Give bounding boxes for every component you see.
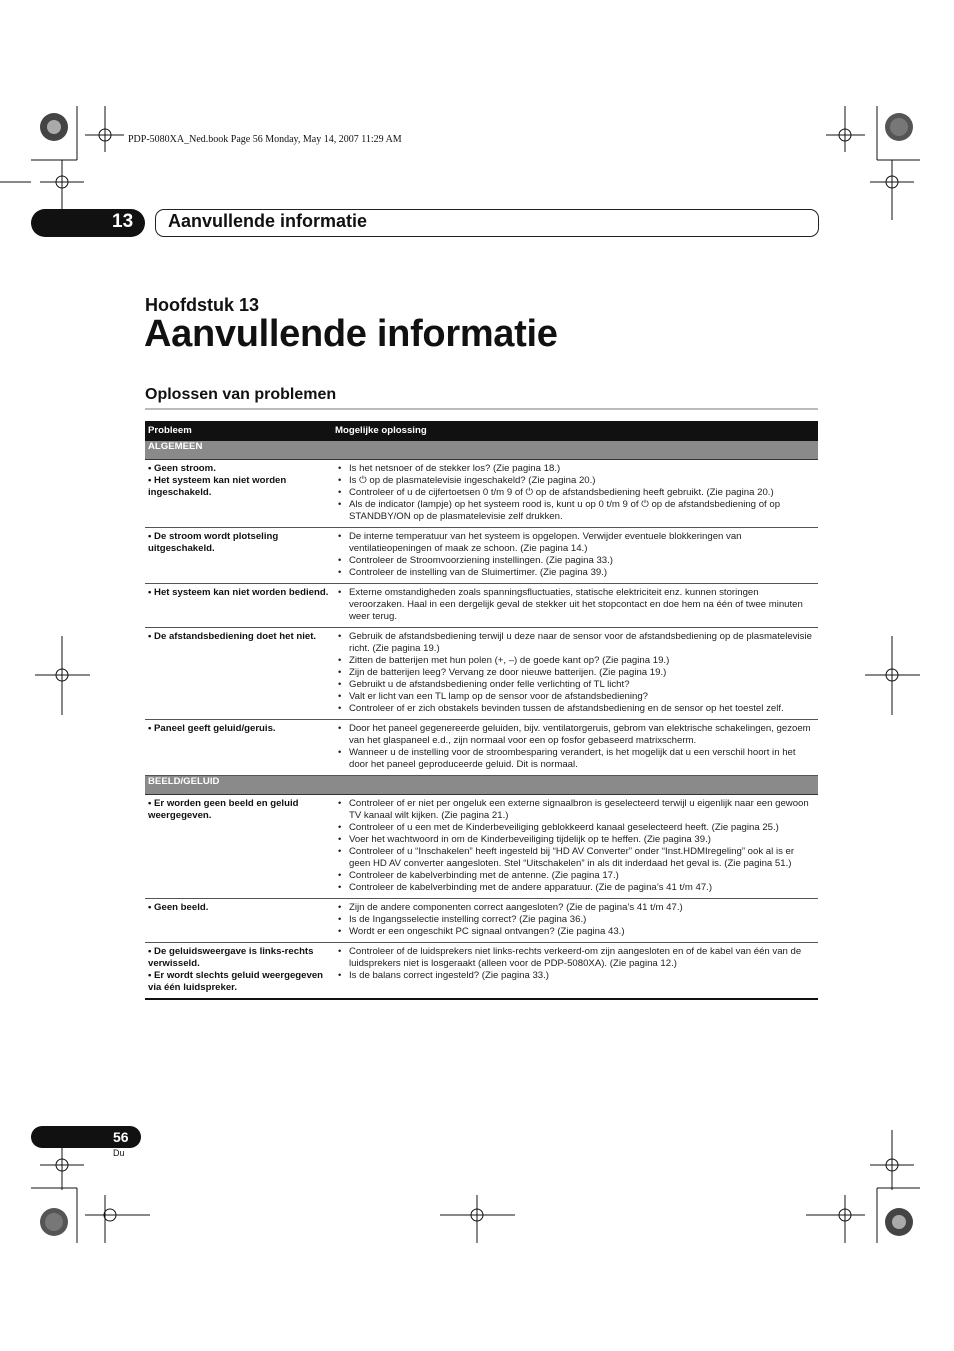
solution-item: • Controleer of er zich obstakels bevinden tussen de afstandsbediening en de sensor op het toestel zelf. — [349, 703, 815, 715]
solution-item: • Wordt er een ongeschikt PC signaal ontvangen? (Zie pagina 43.) — [349, 926, 815, 938]
solution-item: • Is de Ingangsselectie instelling correct? (Zie pagina 36.) — [349, 914, 815, 926]
table-row — [145, 460, 818, 528]
solution-item: • Controleer de kabelverbinding met de antenne. (Zie pagina 17.) — [349, 870, 815, 882]
chapter-number: 13 — [112, 211, 134, 232]
problem-cell — [145, 628, 332, 720]
problem-text: • Er worden geen beeld en geluid weergegeven. — [148, 798, 299, 821]
solution-list — [335, 902, 815, 938]
solution-item: • Als de indicator (lampje) op het systeem rood is, kunt u op 0 t/m 9 of ⏻ op de afstandsbediening of op STANDBY/ON op de plasmatelevisie zelf drukken. — [349, 499, 815, 523]
solution-item: • De interne temperatuur van het systeem is opgelopen. Verwijder eventuele blokkeringen van ventilatieopeningen of maak ze schoon. (Zie pagina 14.) — [349, 531, 815, 555]
solution-item: • Zijn de andere componenten correct aangesloten? (Zie de pagina’s 41 t/m 47.) — [349, 902, 815, 914]
problem-text: • Geen beeld. — [148, 902, 209, 913]
problem-text: • Het systeem kan niet worden bediend. — [148, 587, 329, 598]
problem-text: • De stroom wordt plotseling uitgeschakeld. — [148, 531, 279, 554]
problem-cell — [145, 943, 332, 1000]
problem-cell — [145, 795, 332, 899]
category-row — [145, 441, 818, 460]
book-info: PDP-5080XA_Ned.book Page 56 Monday, May 14, 2007 11:29 AM — [128, 134, 402, 145]
solution-cell — [332, 628, 818, 720]
solution-item: • Gebruikt u de afstandsbediening onder felle verlichting of TL licht? — [349, 679, 815, 691]
solution-list — [335, 463, 815, 523]
solution-list — [335, 531, 815, 579]
solution-item: • Is de balans correct ingesteld? (Zie pagina 33.) — [349, 970, 815, 982]
column-header: Probleem — [145, 421, 332, 441]
solution-list — [335, 587, 815, 623]
solution-item: • Zitten de batterijen met hun polen (+, –) de goede kant op? (Zie pagina 19.) — [349, 655, 815, 667]
table-header-row — [145, 421, 818, 441]
chapter-label: Hoofdstuk 13 — [145, 295, 260, 315]
column-header: Mogelijke oplossing — [332, 421, 818, 441]
solution-item: • Controleer of de luidsprekers niet links-rechts verkeerd-om zijn aangesloten en of de kabel van één van de luidsprekers niet is losgeraakt (alleen voor de PDP-5080XA). (Zie pagina 12.) — [349, 946, 815, 970]
solution-cell — [332, 943, 818, 1000]
problem-text: • De afstandsbediening doet het niet. — [148, 631, 317, 642]
problem-cell — [145, 460, 332, 528]
problem-cell — [145, 584, 332, 628]
solution-item: • Controleer of u de cijfertoetsen 0 t/m 9 of ⏻ op de afstandsbediening heeft gebruikt. (Zie pagina 20.) — [349, 487, 815, 499]
table-row — [145, 795, 818, 899]
table-row — [145, 720, 818, 776]
solution-item: • Controleer of er niet per ongeluk een externe signaalbron is geselecteerd terwijl u eigenlijk naar een gewoon TV kanaal wilt kijken. (Zie pagina 21.) — [349, 798, 815, 822]
solution-cell — [332, 460, 818, 528]
solution-item: • Controleer de kabelverbinding met de andere apparatuur. (Zie de pagina’s 41 t/m 47.) — [349, 882, 815, 894]
solution-item: • Voer het wachtwoord in om de Kinderbeveiliging tijdelijk op te heffen. (Zie pagina 39.) — [349, 834, 815, 846]
solution-list — [335, 723, 815, 771]
solution-item: • Controleer of u een met de Kinderbeveiliging geblokkeerd kanaal geselecteerd heeft. (Zie pagina 25.) — [349, 822, 815, 834]
solution-cell — [332, 720, 818, 776]
section-heading: Oplossen van problemen — [145, 386, 337, 403]
category-label: BEELD/GELUID — [145, 776, 818, 795]
solution-item: • Is ⏻ op de plasmatelevisie ingeschakeld? (Zie pagina 20.) — [349, 475, 815, 487]
solution-item: • Zijn de batterijen leeg? Vervang ze door nieuwe batterijen. (Zie pagina 19.) — [349, 667, 815, 679]
solution-cell — [332, 899, 818, 943]
table-row — [145, 943, 818, 1000]
table-row — [145, 899, 818, 943]
problem-cell — [145, 720, 332, 776]
category-label: ALGEMEEN — [145, 441, 818, 460]
solution-cell — [332, 584, 818, 628]
troubleshooting-table — [145, 421, 818, 1000]
problem-text: • Geen stroom. — [148, 463, 216, 474]
problem-text: • Het systeem kan niet worden ingeschakeld. — [148, 475, 287, 498]
problem-cell — [145, 899, 332, 943]
table-row — [145, 628, 818, 720]
solution-list — [335, 946, 815, 982]
solution-item: • Externe omstandigheden zoals spanningsfluctuaties, statische elektriciteit enz. kunnen storingen veroorzaken. Haal in een dergelijk geval de stekker uit het stopcontact en doe hem na één of twee minuten weer terug. — [349, 587, 815, 623]
category-row — [145, 776, 818, 795]
page-language: Du — [113, 1148, 125, 1158]
problem-cell — [145, 528, 332, 584]
solution-item: • Is het netsnoer of de stekker los? (Zie pagina 18.) — [349, 463, 815, 475]
solution-list — [335, 798, 815, 894]
solution-item: • Gebruik de afstandsbediening terwijl u deze naar de sensor voor de afstandsbediening op de plasmatelevisie richt. (Zie pagina 19.) — [349, 631, 815, 655]
solution-cell — [332, 795, 818, 899]
chapter-header-title: Aanvullende informatie — [168, 211, 368, 231]
section-rule — [145, 408, 818, 410]
page-number: 56 — [113, 1129, 129, 1145]
solution-item: • Controleer of u “Inschakelen” heeft ingesteld bij “HD AV Converter” onder “Inst.HDMIregeling” ook al is er geen HD AV converter aangesloten. Stel “Uitschakelen” in als dit inderdaad het geval is. (Zie pagina 51.) — [349, 846, 815, 870]
solution-item: • Wanneer u de instelling voor de stroombesparing verandert, is het mogelijk dat u een verschil hoort in het door het paneel geproduceerde geluid. Dit is normaal. — [349, 747, 815, 771]
solution-item: • Controleer de Stroomvoorziening instellingen. (Zie pagina 33.) — [349, 555, 815, 567]
solution-item: • Door het paneel gegenereerde geluiden, bijv. ventilatorgeruis, gebrom van elektrische schakelingen, gezoem van het glaspaneel e.d., zijn normaal voor een op fosfor gebaseerd matrixscherm. — [349, 723, 815, 747]
problem-text: • Paneel geeft geluid/geruis. — [148, 723, 276, 734]
page-title: Aanvullende informatie — [144, 313, 558, 355]
solution-item: • Controleer de instelling van de Sluimertimer. (Zie pagina 39.) — [349, 567, 815, 579]
solution-cell — [332, 528, 818, 584]
table-row — [145, 584, 818, 628]
problem-text: • De geluidsweergave is links-rechts verwisseld. — [148, 946, 314, 969]
solution-list — [335, 631, 815, 715]
table-row — [145, 528, 818, 584]
problem-text: • Er wordt slechts geluid weergegeven via één luidspreker. — [148, 970, 324, 993]
solution-item: • Valt er licht van een TL lamp op de sensor voor de afstandsbediening? — [349, 691, 815, 703]
